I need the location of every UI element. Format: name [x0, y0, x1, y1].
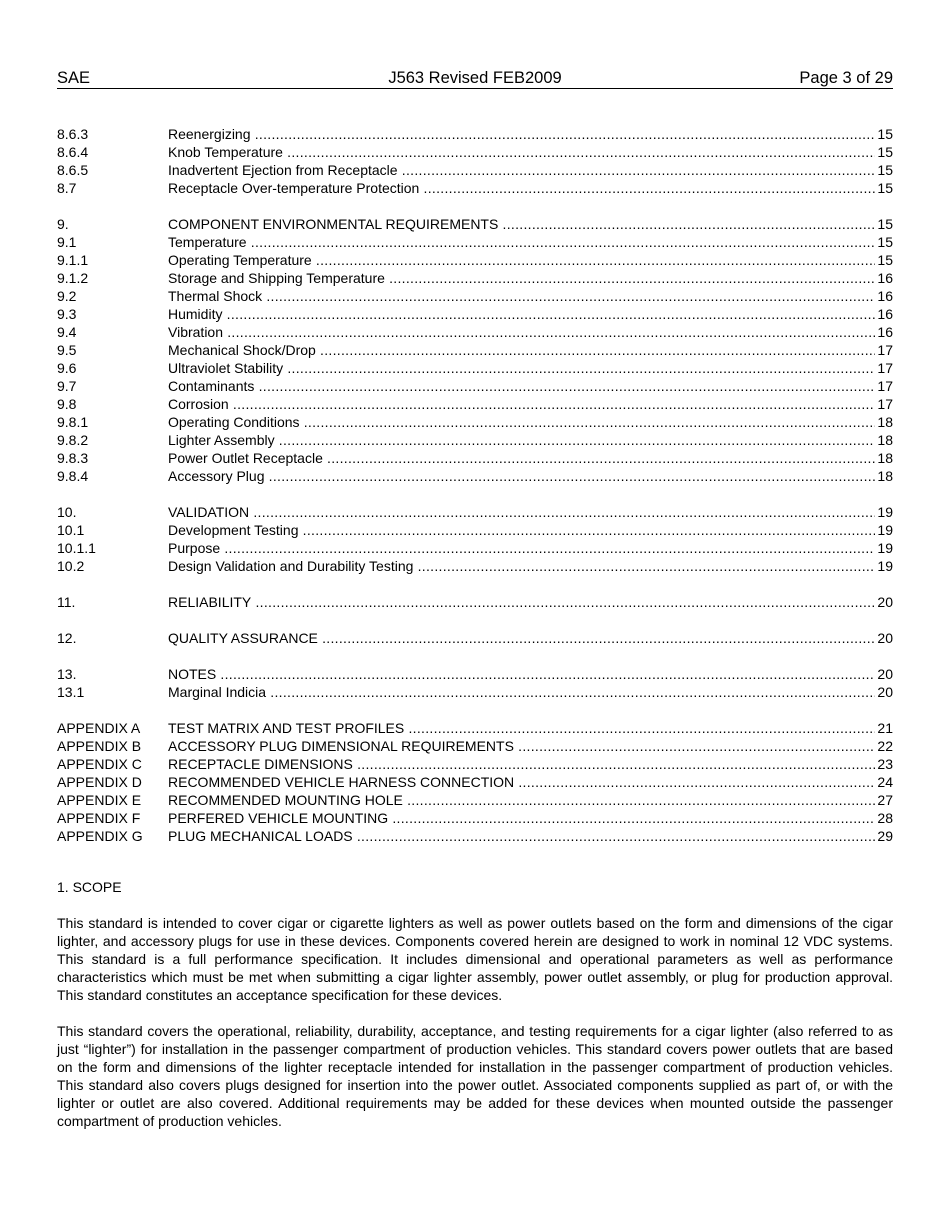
toc-entry[interactable] — [57, 629, 893, 647]
toc-entry-page: 24 — [877, 774, 893, 790]
dot-leader — [249, 504, 875, 520]
toc-entry-leader — [168, 143, 875, 161]
toc-entry-title: Accessory Plug — [168, 468, 265, 484]
dot-leader — [353, 756, 876, 772]
toc-entry-leader — [168, 593, 875, 611]
toc-entry-page: 15 — [877, 252, 893, 268]
toc-entry-page: 17 — [877, 396, 893, 412]
dot-leader — [498, 216, 875, 232]
toc-group — [57, 125, 893, 197]
toc-group — [57, 629, 893, 647]
toc-entry-page: 22 — [877, 738, 893, 754]
toc-entry-number: 8.6.5 — [57, 162, 89, 178]
dot-leader — [251, 594, 875, 610]
toc-group — [57, 593, 893, 611]
toc-entry-leader — [168, 251, 875, 269]
toc-entry-leader — [168, 449, 875, 467]
toc-entry-leader — [168, 233, 875, 251]
toc-entry-page: 20 — [877, 666, 893, 682]
toc-entry-page: 20 — [877, 684, 893, 700]
toc-entry-page: 19 — [877, 504, 893, 520]
toc-entry-page: 17 — [877, 378, 893, 394]
toc-entry[interactable] — [57, 809, 893, 827]
toc-entry-number: 10.1 — [57, 522, 85, 538]
toc-entry-page: 15 — [877, 180, 893, 196]
paragraph: This standard covers the operational, reliability, durability, acceptance, and testing requirements for a cigar lighter (also referred to as just “lighter”) for installation in the passenger compartment of production vehicles. This standard covers power outlets that are based on the form and dimensions of the lighter receptacle intended for installation in the passenger compartment of production vehicles. This standard also covers plugs designed for insertion into the power outlet. Associated components supplied as part of, or with the lighter or outlet are also covered. Additional requirements may be added for these devices when mounted outside the passenger compartment of production vehicles. — [57, 1023, 893, 1129]
toc-entry-leader — [168, 809, 875, 827]
toc-entry-title: PERFERED VEHICLE MOUNTING — [168, 810, 389, 826]
toc-group — [57, 215, 893, 485]
toc-entry[interactable] — [57, 449, 893, 467]
toc-entry-title: RECOMMENDED MOUNTING HOLE — [168, 792, 403, 808]
toc-entry-leader — [168, 431, 875, 449]
toc-entry-number: APPENDIX E — [57, 792, 142, 808]
dot-leader — [388, 810, 875, 826]
toc-entry-title: Corrosion — [168, 396, 229, 412]
toc-entry-number: 13. — [57, 666, 77, 682]
toc-entry-title: Power Outlet Receptacle — [168, 450, 323, 466]
toc-entry[interactable] — [57, 341, 893, 359]
toc-entry[interactable] — [57, 791, 893, 809]
dot-leader — [283, 144, 875, 160]
scope-section — [57, 878, 893, 1148]
dot-leader — [398, 162, 876, 178]
toc-entry-leader — [168, 683, 875, 701]
toc-entry-page: 19 — [877, 558, 893, 574]
toc-entry[interactable] — [57, 377, 893, 395]
toc-entry-number: 9.7 — [57, 378, 77, 394]
toc-entry-leader — [168, 791, 875, 809]
toc-entry-leader — [168, 557, 875, 575]
toc-entry-title: Humidity — [168, 306, 223, 322]
toc-entry[interactable] — [57, 305, 893, 323]
toc-entry-title: NOTES — [168, 666, 217, 682]
toc-entry-title: Temperature — [168, 234, 247, 250]
dot-leader — [300, 414, 876, 430]
toc-entry-leader — [168, 341, 875, 359]
toc-entry-number: APPENDIX F — [57, 810, 141, 826]
toc-entry-title: Design Validation and Durability Testing — [168, 558, 414, 574]
toc-entry-leader — [168, 269, 875, 287]
toc-entry-leader — [168, 539, 875, 557]
toc-entry-page: 15 — [877, 144, 893, 160]
toc-entry[interactable] — [57, 467, 893, 485]
toc-entry[interactable] — [57, 251, 893, 269]
toc-entry-page: 16 — [877, 288, 893, 304]
toc-entry-leader — [168, 287, 875, 305]
toc-entry[interactable] — [57, 431, 893, 449]
toc-entry[interactable] — [57, 287, 893, 305]
toc-entry-leader — [168, 215, 875, 233]
toc-entry-title: VALIDATION — [168, 504, 250, 520]
header-org: SAE — [57, 69, 91, 87]
dot-leader — [264, 468, 875, 484]
toc-entry[interactable] — [57, 719, 893, 737]
toc-entry-page: 18 — [877, 450, 893, 466]
toc-entry-number: 8.6.4 — [57, 144, 89, 160]
toc-entry-number: 8.6.3 — [57, 126, 89, 142]
toc-entry-page: 17 — [877, 360, 893, 376]
dot-leader — [254, 378, 875, 394]
dot-leader — [514, 774, 875, 790]
dot-leader — [316, 342, 876, 358]
toc-entry-leader — [168, 377, 875, 395]
toc-entry-title: Purpose — [168, 540, 221, 556]
toc-entry[interactable] — [57, 125, 893, 143]
toc-entry-page: 15 — [877, 234, 893, 250]
dot-leader — [385, 270, 876, 286]
toc-entry-page: 18 — [877, 432, 893, 448]
toc-entry-page: 28 — [877, 810, 893, 826]
dot-leader — [413, 558, 875, 574]
toc-entry[interactable] — [57, 521, 893, 539]
toc-entry-page: 16 — [877, 324, 893, 340]
toc-entry-number: 13.1 — [57, 684, 85, 700]
header-doc-id: J563 Revised FEB2009 — [388, 69, 562, 87]
toc-entry-number: 9. — [57, 216, 69, 232]
toc-entry-leader — [168, 719, 875, 737]
toc-entry-number: 10.2 — [57, 558, 85, 574]
toc-entry[interactable] — [57, 683, 893, 701]
toc-entry-number: 10.1.1 — [57, 540, 96, 556]
toc-entry-number: APPENDIX C — [57, 756, 142, 772]
toc-group — [57, 719, 893, 845]
toc-entry-title: RELIABILITY — [168, 594, 252, 610]
toc-entry-page: 19 — [877, 540, 893, 556]
toc-entry[interactable] — [57, 413, 893, 431]
dot-leader — [229, 396, 876, 412]
dot-leader — [223, 324, 875, 340]
toc-entry[interactable] — [57, 539, 893, 557]
toc-entry-title: Operating Conditions — [168, 414, 300, 430]
toc-group — [57, 503, 893, 575]
toc-entry[interactable] — [57, 161, 893, 179]
toc-entry-page: 19 — [877, 522, 893, 538]
toc-entry-page: 29 — [877, 828, 893, 844]
dot-leader — [404, 720, 875, 736]
toc-entry-leader — [168, 179, 875, 197]
toc-entry-number: APPENDIX A — [57, 720, 141, 736]
toc-entry-leader — [168, 305, 875, 323]
toc-entry-number: 9.8.1 — [57, 414, 89, 430]
toc-entry-page: 15 — [877, 216, 893, 232]
toc-entry-leader — [168, 737, 875, 755]
toc-entry[interactable] — [57, 233, 893, 251]
toc-entry-page: 16 — [877, 306, 893, 322]
toc-entry-leader — [168, 755, 875, 773]
toc-entry[interactable] — [57, 737, 893, 755]
toc-entry-number: 9.8.2 — [57, 432, 89, 448]
toc-entry-title: TEST MATRIX AND TEST PROFILES — [168, 720, 405, 736]
toc-entry-title: Ultraviolet Stability — [168, 360, 284, 376]
toc-entry-title: RECOMMENDED VEHICLE HARNESS CONNECTION — [168, 774, 515, 790]
toc-entry-number: 9.3 — [57, 306, 77, 322]
section-heading: 1. SCOPE — [57, 879, 122, 895]
dot-leader — [298, 522, 875, 538]
toc-entry-number: 8.7 — [57, 180, 77, 196]
toc-entry[interactable] — [57, 665, 893, 683]
toc-entry-page: 21 — [877, 720, 893, 736]
toc-entry-number: 9.1.1 — [57, 252, 89, 268]
toc-entry-page: 20 — [877, 630, 893, 646]
dot-leader — [222, 306, 875, 322]
dot-leader — [283, 360, 875, 376]
toc-entry-number: 9.2 — [57, 288, 77, 304]
toc-entry-leader — [168, 413, 875, 431]
toc-entry-page: 23 — [877, 756, 893, 772]
toc-entry-page: 18 — [877, 468, 893, 484]
toc-entry[interactable] — [57, 179, 893, 197]
toc-entry[interactable] — [57, 395, 893, 413]
toc-entry-page: 18 — [877, 414, 893, 430]
paragraph: This standard is intended to cover cigar or cigarette lighters as well as power outlets based on the form and dimensions of the cigar lighter, and accessory plugs for use in these devices. Components covered herein are designed to work in nominal 12 VDC systems. This standard is a full performance specification. It includes dimensional and operational parameters as well as performance characteristics which must be met when submitting a cigar lighter assembly, power outlet assembly, or plug for production approval. This standard constitutes an acceptance specification for these devices. — [57, 915, 893, 1003]
toc-entry-page: 15 — [877, 162, 893, 178]
toc-entry-leader — [168, 467, 875, 485]
dot-leader — [514, 738, 875, 754]
toc-entry-leader — [168, 773, 875, 791]
toc-entry-title: Vibration — [168, 324, 224, 340]
toc-entry[interactable] — [57, 773, 893, 791]
toc-entry-title: Mechanical Shock/Drop — [168, 342, 316, 358]
toc-entry[interactable] — [57, 755, 893, 773]
toc-entry-leader — [168, 827, 875, 845]
toc-entry[interactable] — [57, 143, 893, 161]
toc-entry-page: 15 — [877, 126, 893, 142]
toc-entry-title: Knob Temperature — [168, 144, 283, 160]
dot-leader — [353, 828, 876, 844]
page-header — [57, 68, 893, 89]
toc-entry-number: 10. — [57, 504, 77, 520]
toc-entry-leader — [168, 359, 875, 377]
toc-entry-number: 9.1.2 — [57, 270, 89, 286]
dot-leader — [312, 252, 876, 268]
toc-entry-title: Storage and Shipping Temperature — [168, 270, 385, 286]
toc-entry-title: PLUG MECHANICAL LOADS — [168, 828, 353, 844]
toc-entry-leader — [168, 503, 875, 521]
table-of-contents — [57, 125, 893, 863]
toc-entry-title: Thermal Shock — [168, 288, 263, 304]
toc-entry[interactable] — [57, 503, 893, 521]
toc-entry-title: Receptacle Over-temperature Protection — [168, 180, 420, 196]
toc-entry-leader — [168, 629, 875, 647]
toc-entry-number: APPENDIX D — [57, 774, 142, 790]
toc-entry-title: QUALITY ASSURANCE — [168, 630, 318, 646]
toc-entry-number: 9.4 — [57, 324, 77, 340]
toc-entry-page: 20 — [877, 594, 893, 610]
dot-leader — [403, 792, 876, 808]
toc-entry-number: 9.5 — [57, 342, 77, 358]
toc-entry-leader — [168, 323, 875, 341]
toc-entry-leader — [168, 665, 875, 683]
dot-leader — [318, 630, 876, 646]
toc-entry-title: Development Testing — [168, 522, 299, 538]
toc-entry-number: 12. — [57, 630, 77, 646]
toc-entry-leader — [168, 395, 875, 413]
toc-entry-leader — [168, 161, 875, 179]
dot-leader — [275, 432, 876, 448]
toc-entry-title: Reenergizing — [168, 126, 251, 142]
toc-group — [57, 665, 893, 701]
dot-leader — [262, 288, 875, 304]
toc-entry-title: Inadvertent Ejection from Receptacle — [168, 162, 398, 178]
dot-leader — [323, 450, 876, 466]
toc-entry-number: 9.8 — [57, 396, 77, 412]
toc-entry-number: 9.8.4 — [57, 468, 89, 484]
toc-entry[interactable] — [57, 269, 893, 287]
dot-leader — [251, 126, 876, 142]
toc-entry-number: 11. — [57, 594, 76, 610]
dot-leader — [419, 180, 875, 196]
toc-entry-leader — [168, 521, 875, 539]
toc-entry-title: RECEPTACLE DIMENSIONS — [168, 756, 353, 772]
toc-entry[interactable] — [57, 827, 893, 845]
toc-entry-title: Marginal Indicia — [168, 684, 267, 700]
toc-entry-number: 9.6 — [57, 360, 77, 376]
toc-entry-page: 16 — [877, 270, 893, 286]
toc-entry[interactable] — [57, 359, 893, 377]
toc-entry-number: APPENDIX B — [57, 738, 142, 754]
toc-entry-number: 9.8.3 — [57, 450, 89, 466]
dot-leader — [216, 666, 875, 682]
toc-entry-title: Lighter Assembly — [168, 432, 275, 448]
toc-entry-title: ACCESSORY PLUG DIMENSIONAL REQUIREMENTS — [168, 738, 514, 754]
toc-entry-title: Operating Temperature — [168, 252, 312, 268]
toc-entry-page: 17 — [877, 342, 893, 358]
toc-entry-number: 9.1 — [57, 234, 77, 250]
toc-entry-title: Contaminants — [168, 378, 255, 394]
toc-entry-title: COMPONENT ENVIRONMENTAL REQUIREMENTS — [168, 216, 499, 232]
toc-entry-leader — [168, 125, 875, 143]
toc-entry[interactable] — [57, 323, 893, 341]
dot-leader — [220, 540, 875, 556]
toc-entry[interactable] — [57, 557, 893, 575]
toc-entry[interactable] — [57, 215, 893, 233]
toc-entry-number: APPENDIX G — [57, 828, 143, 844]
dot-leader — [266, 684, 875, 700]
toc-entry-page: 27 — [877, 792, 893, 808]
header-page-number: Page 3 of 29 — [799, 69, 893, 87]
toc-entry[interactable] — [57, 593, 893, 611]
dot-leader — [247, 234, 876, 250]
